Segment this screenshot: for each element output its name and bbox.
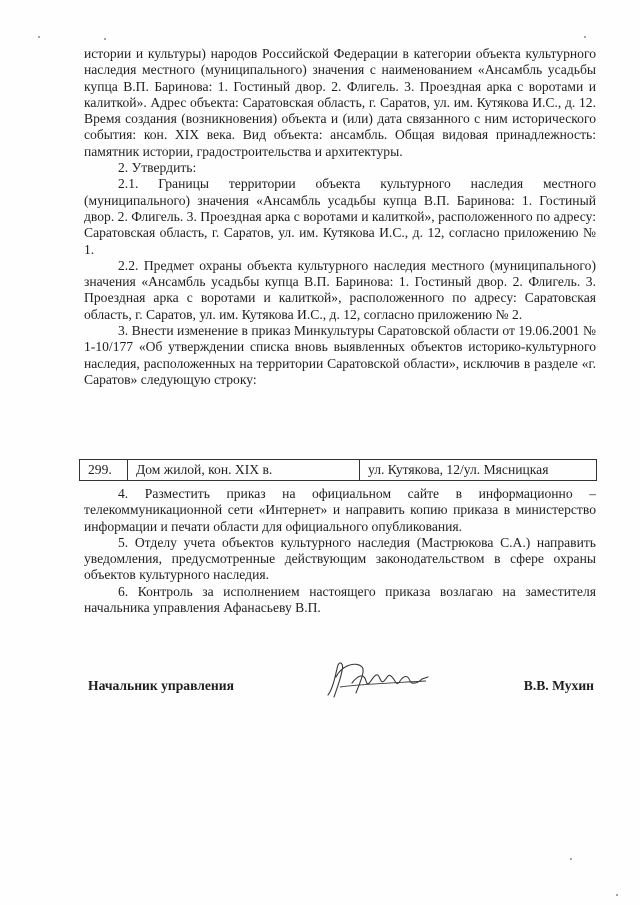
paragraph-2-2: 2.2. Предмет охраны объекта культурного наследия местного (муниципального) значения «Ансамбль усадьбы купца В.П. Баринова: 1. Гостиный двор. 2. Флигель. 3. Проездная арка с воротами и калиткой», расположенного по адресу: Саратовская область, г. Саратов, ул. им. Кутякова И.С., д. 12, согласно приложению № 2. xyxy=(84,257,596,322)
scan-speck xyxy=(104,38,106,40)
signer-title: Начальник управления xyxy=(88,678,234,693)
paragraph-4: 4. Разместить приказ на официальном сайте в информационно – телекоммуникационной сети «Интернет» и направить копию приказа в министерство информации и печати области для официального опубликования. xyxy=(84,486,596,534)
signer-name: В.В. Мухин xyxy=(523,678,594,693)
excluded-row-table xyxy=(79,459,597,481)
scan-speck xyxy=(584,36,586,38)
paragraph-6: 6. Контроль за исполнением настоящего приказа возлагаю на заместителя начальника управления Афанасьеву В.П. xyxy=(84,583,596,616)
table-cell-number: 299. xyxy=(80,460,128,480)
table-cell-name: Дом жилой, кон. XIX в. xyxy=(128,460,360,480)
paragraph-2: 2. Утвердить: xyxy=(118,160,197,176)
scan-speck xyxy=(616,894,618,896)
table-cell-address: ул. Кутякова, 12/ул. Мясницкая xyxy=(368,462,549,477)
scan-speck xyxy=(570,858,572,860)
paragraph-intro: истории и культуры) народов Российской Федерации в категории объекта культурного наследия местного (муниципального) значения с наименованием «Ансамбль усадьбы купца В.П. Баринова: 1. Гостиный двор. 2. Флигель. 3. Проездная арка с воротами и калиткой». Адрес объекта: Саратовская область, г. Саратов, ул. им. Кутякова И.С., д. 12. Время создания (возникновения) объекта и (или) дата связанного с ним исторического события: кон. XIX века. Вид объекта: ансамбль. Общая видовая принадлежность: памятник истории, градостроительства и архитектуры. xyxy=(84,46,596,159)
scan-speck xyxy=(38,36,40,38)
paragraph-2-1: 2.1. Границы территории объекта культурного наследия местного (муниципального) значения «Ансамбль усадьбы купца В.П. Баринова: 1. Гостиный двор. 2. Флигель. 3. Проездная арка с воротами и калиткой», расположенного по адресу: Саратовская область, г. Саратов, ул. им. Кутякова И.С., д. 12, согласно приложению № 1. xyxy=(84,176,596,257)
paragraph-5: 5. Отделу учета объектов культурного наследия (Мастрюкова С.А.) направить уведомления, предусмотренные действующим законодательством в сфере охраны объектов культурного наследия. xyxy=(84,534,596,583)
document-body xyxy=(84,46,596,388)
document-body-continued xyxy=(84,486,596,616)
paragraph-3: 3. Внести изменение в приказ Минкультуры Саратовской области от 19.06.2001 № 1-10/177 «Об утверждении списка вновь выявленных объектов историко-культурного наследия, расположенных на территории Саратовской области», исключив в разделе «г. Саратов» следующую строку: xyxy=(84,323,596,387)
signature-block xyxy=(84,674,596,704)
